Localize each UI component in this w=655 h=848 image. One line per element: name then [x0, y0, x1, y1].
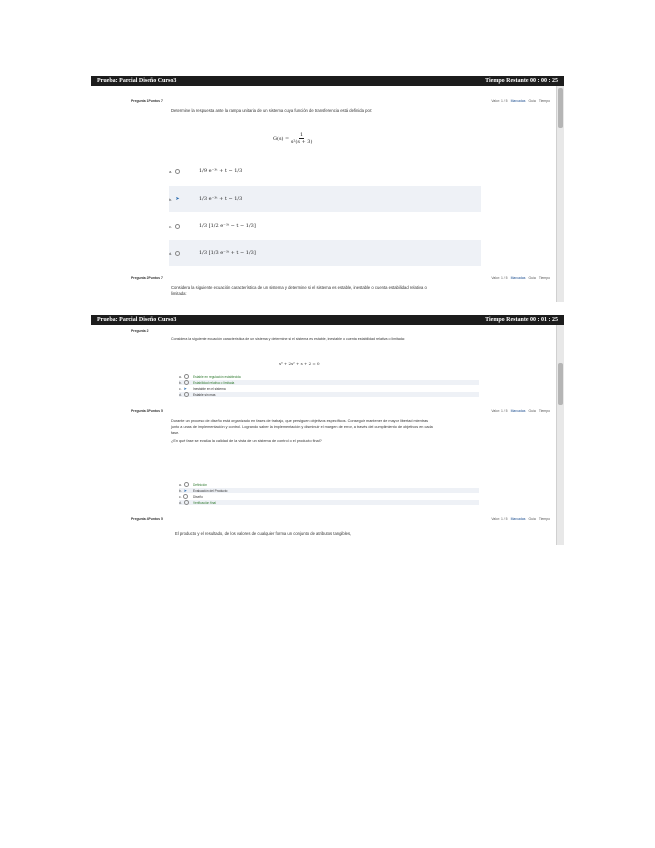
question-label: Pregunta 4Puntos 5: [131, 517, 163, 521]
option-b[interactable]: b. ➤ 1/3 e⁻³ᵗ + t − 1/3: [169, 186, 481, 212]
question-text: Considera la siguiente ecuación característica de un sistema y determine si el sistema es estable, inestable o cuenta estabilidad relativa o limitada:: [171, 337, 405, 341]
flag-link[interactable]: Marcadas: [510, 99, 526, 103]
option-c[interactable]: c. ➤ Inestable en el sistema: [179, 386, 226, 391]
timer: Tiempo Restante 00 : 01 : 25: [485, 317, 558, 323]
question-tools: [491, 276, 550, 280]
option-a[interactable]: a. Estable en regulación establecida: [179, 374, 241, 379]
radio-button[interactable]: [175, 251, 180, 256]
option-c[interactable]: c. 1/3 [1/2 e⁻³ᵗ − t − 1/3]: [169, 223, 256, 229]
radio-button[interactable]: [175, 169, 180, 174]
score-text: Valor: 1 / 5: [491, 99, 508, 103]
option-d[interactable]: d. Estable sin mas: [179, 392, 479, 397]
selected-arrow-icon: ➤: [175, 196, 180, 202]
scroll-thumb[interactable]: [558, 363, 563, 405]
option-formula: 1/3 [1/3 e⁻³ᵗ + t − 1/3]: [199, 250, 256, 256]
question-header: [131, 98, 550, 104]
characteristic-equation: s³ + 2s² + s + 2 = 0: [279, 361, 320, 366]
scroll-thumb[interactable]: [558, 88, 563, 128]
window-title: Prueba: Parcial Diseño Curso3: [97, 317, 177, 323]
question-text: Considera la siguiente ecuación característica de un sistema y determine si el sistema es estable, inestable o cuenta estabilidad relativa o limitada:: [171, 285, 427, 296]
question-header: [131, 408, 550, 414]
guide-link[interactable]: Guía: [528, 276, 536, 280]
score-text: Valor: 1 / 5: [491, 517, 508, 521]
question-text: Durante un proceso de diseño está organizado en fases de trabajo, que persiguen objetivos específicos. Conseguir mantener de mayor libertad mientras junto a unas de implementación y control. Logrando saber la implementación y disminuir el margen de error, a través del cumplimiento de objetivos en cada fase. ¿En qué fase se evalúa la calidad de la vista de un sistema de control o el producto final?: [171, 419, 433, 443]
transfer-function: G(s) = $\frac{1}{\text{s²(s + 3)}}$: [273, 132, 313, 145]
flag-link[interactable]: Marcadas: [510, 276, 526, 280]
question-label: Pregunta 3Puntos 5: [131, 409, 163, 413]
window-titlebar: [91, 76, 564, 86]
question-tools: [491, 99, 550, 103]
option-c[interactable]: c. Diseño: [179, 494, 203, 499]
guide-link[interactable]: Guía: [528, 517, 536, 521]
question-tools: [491, 409, 550, 413]
timer: Tiempo Restante 00 : 00 : 25: [485, 78, 558, 84]
time-link[interactable]: Tiempo: [538, 409, 550, 413]
window-title: Prueba: Parcial Diseño Curso3: [97, 78, 177, 84]
screenshot-2: [91, 315, 564, 545]
score-text: Valor: 1 / 5: [491, 276, 508, 280]
option-b[interactable]: b. Estabilidad relativa o limitada: [179, 380, 479, 385]
scrollbar[interactable]: [556, 325, 564, 545]
option-formula: 1/9 e⁻³ᵗ + t − 1/3: [199, 168, 243, 174]
question-label: Pregunta 2Puntos 7: [131, 276, 163, 280]
option-formula: 1/3 e⁻³ᵗ + t − 1/3: [199, 196, 243, 202]
flag-link[interactable]: Marcadas: [510, 517, 526, 521]
question-header: [131, 328, 550, 334]
question-label: Pregunta 1Puntos 7: [131, 99, 163, 103]
scrollbar[interactable]: [556, 86, 564, 302]
question-text: El producto y el resultado, de los valores de cualquier forma un conjunto de atributos tangibles,: [175, 531, 352, 536]
time-link[interactable]: Tiempo: [538, 276, 550, 280]
question-text: Determine la respuesta ante la rampa unitaria de un sistema cuya función de transferencia está definida por:: [171, 108, 373, 113]
radio-button[interactable]: [175, 224, 180, 229]
option-d[interactable]: d. 1/3 [1/3 e⁻³ᵗ + t − 1/3]: [169, 240, 481, 266]
option-b[interactable]: b. ➤ Evaluación del Producto: [179, 488, 479, 493]
flag-link[interactable]: Marcadas: [510, 409, 526, 413]
window-titlebar: [91, 315, 564, 325]
screenshot-1: [91, 76, 564, 302]
option-a[interactable]: a. 1/9 e⁻³ᵗ + t − 1/3: [169, 168, 243, 174]
guide-link[interactable]: Guía: [528, 99, 536, 103]
option-d[interactable]: d. Verificación final: [179, 500, 479, 505]
selected-arrow-icon: ➤: [183, 488, 188, 493]
option-formula: 1/3 [1/2 e⁻³ᵗ − t − 1/3]: [199, 223, 256, 229]
question-header: [131, 516, 550, 522]
time-link[interactable]: Tiempo: [538, 99, 550, 103]
score-text: Valor: 1 / 5: [491, 409, 508, 413]
question-header: [131, 275, 550, 281]
option-a[interactable]: a. Definición: [179, 482, 207, 487]
time-link[interactable]: Tiempo: [538, 517, 550, 521]
question-tools: [491, 517, 550, 521]
question-label: Pregunta 2: [131, 329, 149, 333]
guide-link[interactable]: Guía: [528, 409, 536, 413]
selected-arrow-icon: ➤: [183, 386, 187, 391]
